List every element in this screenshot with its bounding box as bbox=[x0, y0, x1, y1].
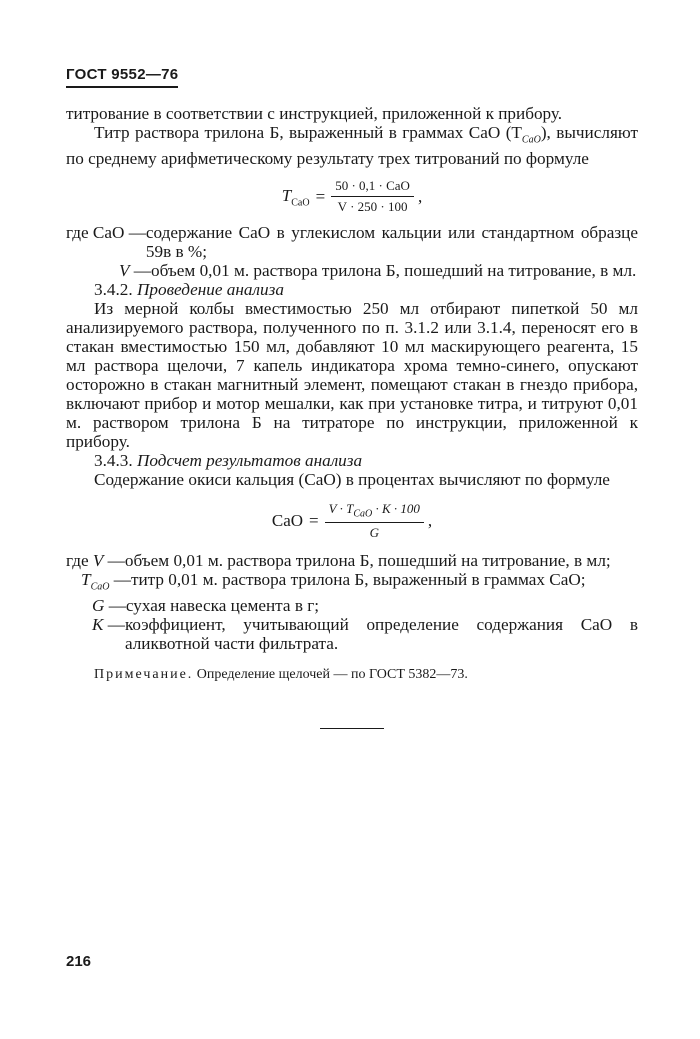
section-title: Проведение анализа bbox=[136, 280, 284, 300]
paragraph-titer-end: ), вычисляют по среднему арифметическому результату трех титрований по формуле bbox=[66, 123, 638, 169]
definitions-cao bbox=[66, 551, 638, 653]
definition-row bbox=[66, 223, 638, 261]
definition-row bbox=[66, 570, 638, 596]
definition-prefix bbox=[66, 615, 125, 653]
where-word: где bbox=[66, 223, 89, 243]
formula-cao-lhs: CaO bbox=[271, 511, 304, 531]
formula-titer-symbol: T bbox=[281, 185, 292, 205]
formula-titer-comma: , bbox=[417, 186, 423, 206]
formula-cao-numerator-sub: CaO bbox=[353, 509, 373, 521]
formula-cao-denominator: G bbox=[369, 525, 379, 541]
formula-titer bbox=[66, 178, 638, 215]
document-header: ГОСТ 9552—76 bbox=[66, 66, 178, 88]
formula-cao-numerator bbox=[325, 501, 424, 523]
definition-symbol: K bbox=[92, 615, 104, 635]
document-page bbox=[66, 66, 638, 729]
formula-cao bbox=[66, 501, 638, 541]
definition-dash: — bbox=[103, 615, 125, 635]
definition-symbol: V bbox=[92, 551, 104, 571]
definition-symbol: T bbox=[81, 570, 91, 590]
note bbox=[66, 665, 638, 684]
paragraph-titer bbox=[66, 123, 638, 168]
section-3-4-3-heading bbox=[66, 451, 638, 470]
definition-row bbox=[66, 551, 638, 570]
definition-dash: — bbox=[103, 551, 125, 571]
definition-text: сухая навеска цемента в г; bbox=[125, 596, 320, 616]
definition-row bbox=[66, 596, 638, 615]
section-3-4-2-heading bbox=[66, 280, 638, 299]
definition-text: содержание CaO в углекислом кальции или стандартном образце 59в в %; bbox=[145, 223, 638, 262]
end-rule bbox=[320, 728, 384, 729]
definition-dash: — bbox=[124, 223, 146, 243]
paragraph-cao-content: Содержание окиси кальция (CaO) в процентах вычисляют по формуле bbox=[94, 470, 610, 490]
definition-dash: — bbox=[104, 596, 126, 616]
definition-dash: — bbox=[129, 261, 151, 281]
paragraph-titer-text: Титр раствора трилона Б, выраженный в граммах CaO (T bbox=[94, 123, 522, 142]
definition-prefix bbox=[66, 261, 151, 280]
where-word: где bbox=[66, 551, 89, 571]
definition-prefix bbox=[66, 223, 146, 261]
formula-cao-equals: = bbox=[309, 511, 319, 531]
definition-symbol: G bbox=[92, 596, 105, 616]
definition-prefix bbox=[66, 551, 125, 570]
definition-row bbox=[66, 261, 638, 280]
definition-row bbox=[66, 615, 638, 653]
paragraph-titration-end: титрование в соответствии с инструкцией, приложенной к прибору. bbox=[66, 104, 563, 123]
paragraph-titer-sub: CaO bbox=[521, 134, 541, 146]
definitions-titer bbox=[66, 223, 638, 280]
note-text: Определение щелочей — по ГОСТ 5382—73. bbox=[193, 667, 468, 683]
definition-dash: — bbox=[109, 570, 131, 590]
definition-prefix bbox=[66, 596, 126, 615]
note-label: Примечание. bbox=[94, 667, 194, 683]
formula-titer-lhs bbox=[282, 186, 310, 208]
formula-cao-comma: , bbox=[427, 511, 433, 531]
formula-titer-denominator: V · 250 · 100 bbox=[337, 199, 408, 215]
paragraph-analysis-procedure: Из мерной колбы вместимостью 250 мл отбирают пипеткой 50 мл анализируемого раствора, полученного по п. 3.1.2 или 3.1.4, переносят его в стакан вместимостью 150 мл, добавляют 10 мл маскирующего реагента, 15 мл раствора щелочи, 7 капель индикатора хрома темно-синего, опускают осторожно в стакан магнитный элемент, помещают стакан в гнездо прибора, включают прибор и мотор мешалки, как при установке титра, и титруют 0,01 м. раствором трилона Б на титраторе по инструкции, приложенной к прибору. bbox=[66, 299, 638, 452]
formula-titer-numerator: 50 · 0,1 · CaO bbox=[331, 178, 414, 197]
definition-prefix bbox=[66, 570, 131, 596]
formula-titer-symbol-sub: CaO bbox=[291, 197, 310, 209]
definition-text: объем 0,01 м. раствора трилона Б, пошедший на титрование, в мл; bbox=[124, 551, 611, 571]
definition-text: объем 0,01 м. раствора трилона Б, пошедший на титрование, в мл. bbox=[150, 261, 637, 281]
section-title: Подсчет результатов анализа bbox=[136, 451, 363, 471]
formula-titer-fraction bbox=[331, 178, 414, 215]
formula-cao-numerator-b: · K · 100 bbox=[372, 501, 420, 517]
definition-symbol-sub: CaO bbox=[90, 581, 110, 593]
definition-symbol: V bbox=[119, 261, 130, 281]
definition-text: коэффициент, учитывающий определение содержания CaO в аликвотной части фильтрата. bbox=[124, 615, 638, 654]
definition-text: титр 0,01 м. раствора трилона Б, выраженный в граммах CaO; bbox=[130, 570, 586, 590]
page-number: 216 bbox=[66, 953, 92, 970]
definition-symbol: CaO bbox=[92, 223, 125, 243]
formula-cao-fraction bbox=[325, 501, 424, 541]
formula-titer-equals: = bbox=[315, 186, 326, 206]
section-number: 3.4.3. bbox=[94, 451, 133, 471]
formula-cao-numerator-a: V · T bbox=[328, 501, 354, 517]
section-number: 3.4.2. bbox=[94, 280, 133, 300]
